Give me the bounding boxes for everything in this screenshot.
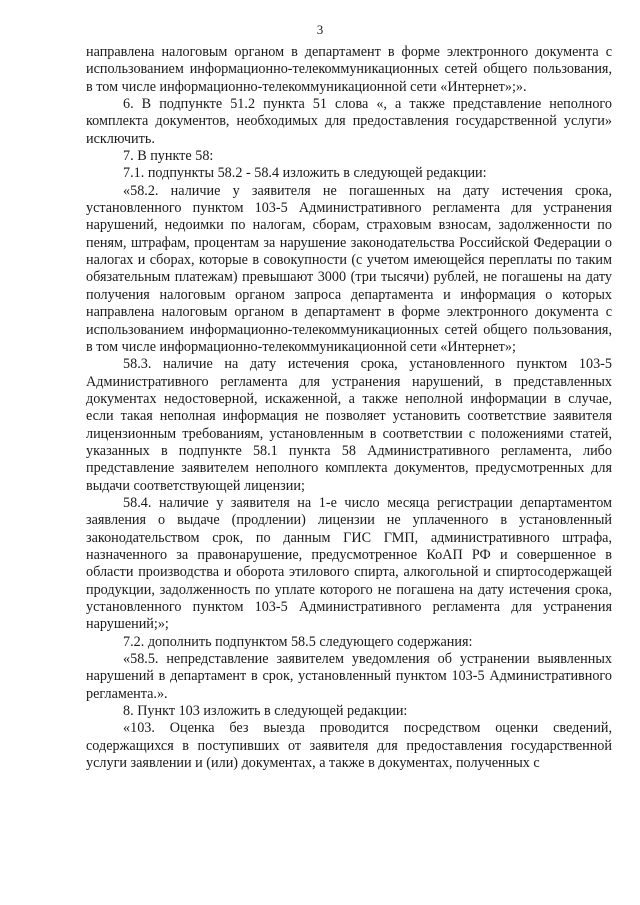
paragraph: 58.4. наличие у заявителя на 1-е число месяца регистрации департаментом заявления о выдаче (продлении) лицензии не уплаченного в установленный законодательством срок, по данным ГИС ГМП, административного штрафа, назначенного за правонарушение, предусмотренное КоАП РФ и совершенное в области производства и оборота этилового спирта, алкогольной и спиртосодержащей продукции, задолженность по уплате которого не погашена на дату истечения срока, установленного пунктом 103-5 Административного регламента для устранения нарушений;»;: [86, 494, 612, 633]
paragraph: 7.2. дополнить подпунктом 58.5 следующего содержания:: [123, 633, 473, 650]
paragraph: 6. В подпункте 51.2 пункта 51 слова «, а также представление неполного комплекта документов, необходимых для предоставления государственной услуги» исключить.: [86, 96, 612, 147]
page-number: 3: [316, 22, 324, 37]
paragraph: «58.5. непредставление заявителем уведомления об устранении выявленных нарушений в департамент в срок, установленный пунктом 103-5 Административного регламента.».: [86, 651, 612, 702]
paragraph: 7. В пункте 58:: [123, 148, 214, 165]
paragraph: 8. Пункт 103 изложить в следующей редакции:: [123, 703, 408, 720]
paragraph: «58.2. наличие у заявителя не погашенных на дату истечения срока, установленного пунктом 103-5 Административного регламента для устранения нарушений, недоимки по налогам, сборам, страховым взносам, задолженности по пеням, штрафам, процентам за нарушение законодательства Российской Федерации о налогах и сборах, которые в совокупности (с учетом имеющейся переплаты по таким обязательным платежам) превышают 3000 (три тысячи) рублей, не погашены на дату получения налоговым органом запроса департамента и информация о которых направлена налоговым органом в департамент в форме электронного документа с использованием информационно-телекоммуникационных сетей общего пользования, в том числе информационно-телекоммуникационной сети «Интернет»;: [86, 182, 612, 355]
paragraph: 58.3. наличие на дату истечения срока, установленного пунктом 103-5 Административного регламента для устранения нарушений, в представленных документах недостоверной, искаженной, а также неполной информации в случае, если такая неполная информация не позволяет установить соответствие заявителя лицензионным требованиям, установленным в соответствии с положениями статей, указанных в подпункте 58.1 пункта 58 Административного регламента, либо представление заявителем неполного комплекта документов, предусмотренных для выдачи соответствующей лицензии;: [86, 356, 612, 494]
paragraph: «103. Оценка без выезда проводится посредством оценки сведений, содержащихся в поступивших от заявителя для предоставления государственной услуги заявлении и (или) документах, а также в документах, полученных с: [86, 720, 612, 772]
paragraph: направлена налоговым органом в департамент в форме электронного документа с использованием информационно-телекоммуникационных сетей общего пользования, в том числе информационно-телекоммуникационной сети «Интернет»;».: [86, 44, 612, 95]
document-body: [86, 44, 612, 772]
paragraph: 7.1. подпункты 58.2 - 58.4 изложить в следующей редакции:: [123, 165, 487, 182]
